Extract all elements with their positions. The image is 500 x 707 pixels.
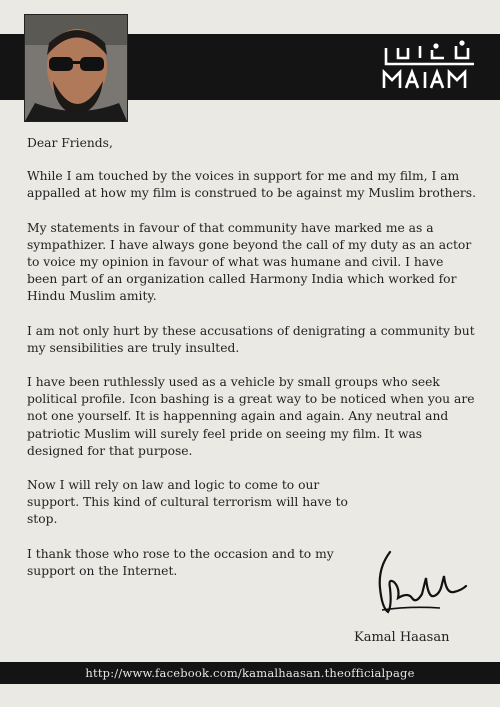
- paragraph: I am not only hurt by these accusations of denigrating a community but my sensibilities are truly insulted.: [27, 323, 475, 355]
- paragraph: While I am touched by the voices in support for me and my film, I am appalled at how my film is construed to be against my Muslim brothers.: [27, 169, 476, 201]
- paragraph: I thank those who rose to the occasion and to my support on the Internet.: [27, 546, 334, 578]
- paragraph: Now I will rely on law and logic to come to our support. This kind of cultural terrorism will have to stop.: [27, 478, 348, 527]
- footer-band: [0, 662, 500, 684]
- paragraph: My statements in favour of that community have marked me as a sympathizer. I have always gone beyond the call of my duty as an actor to voice my opinion in favour of what was humane and civil. I have been part of an organization called Harmony India which worked for Hindu Muslim amity.: [27, 220, 472, 304]
- salutation: Dear Friends,: [27, 136, 113, 150]
- signature-name: Kamal Haasan: [354, 630, 450, 645]
- portrait-photo: [24, 14, 128, 122]
- handwritten-signature: [370, 548, 470, 618]
- signature-icon: [370, 548, 470, 618]
- maiam-logo-icon: [378, 40, 482, 94]
- portrait-photo-icon: [25, 15, 127, 121]
- maiam-logo: [378, 40, 482, 94]
- paragraph: I have been ruthlessly used as a vehicle by small groups who seek political profile. Icon bashing is a great way to be noticed when you are not one yourself. It is happenning again and again. Any neutral and patriotic Muslim will surely feel pride on seeing my film. It was designed for that purpose.: [27, 375, 475, 458]
- facebook-page-link[interactable]: http://www.facebook.com/kamalhaasan.theofficialpage: [85, 666, 415, 680]
- letter-body: [27, 135, 477, 597]
